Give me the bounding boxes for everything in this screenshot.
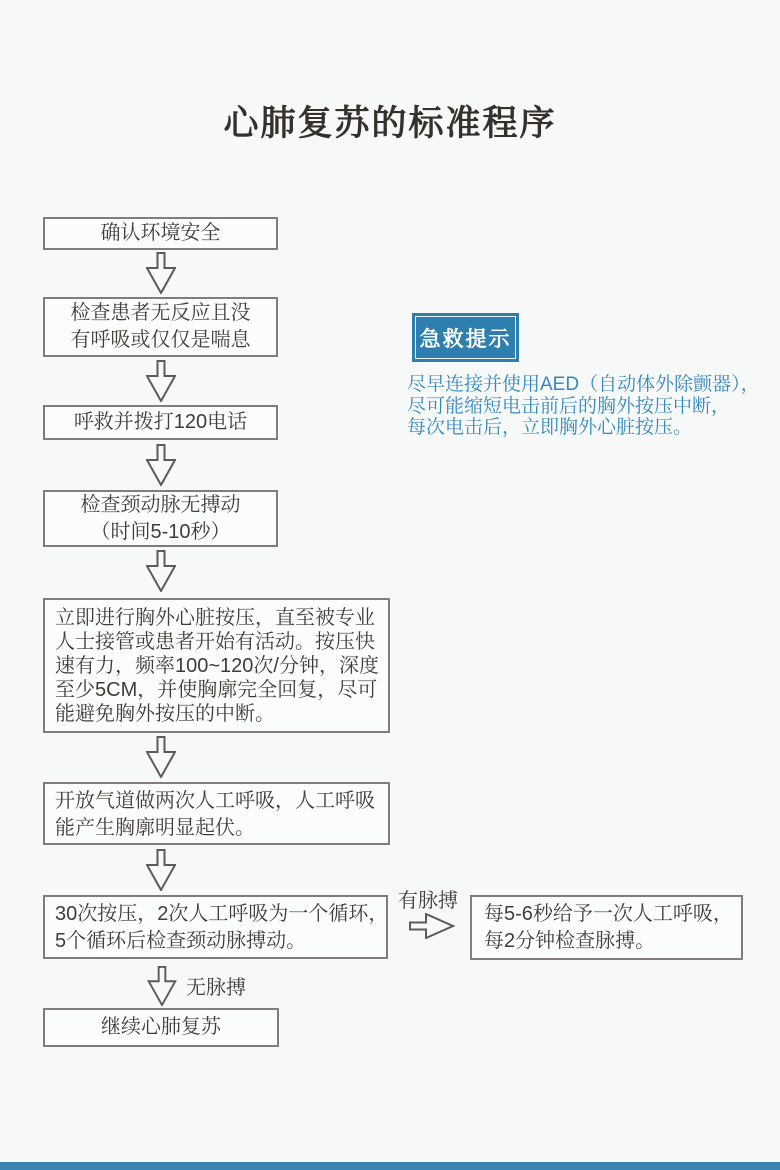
step-text: 立即进行胸外心脏按压，直至被专业 [55, 607, 375, 629]
step-text: 开放气道做两次人工呼吸，人工呼吸 [55, 790, 375, 812]
step-text: 呼救并拨打120电话 [73, 411, 248, 433]
page-title: 心肺复苏的标准程序 [223, 104, 557, 143]
tip-badge-label: 急救提示 [419, 327, 512, 351]
right-arrow-icon [409, 913, 455, 939]
flow-step-check-response [43, 297, 278, 357]
step-text: 每5-6秒给予一次人工呼吸， [484, 903, 733, 925]
branch-label-has-pulse: 有脉搏 [398, 890, 458, 912]
down-arrow-icon [146, 360, 176, 402]
step-text: 继续心肺复苏 [101, 1016, 221, 1038]
step-text: 至少5CM，并使胸廓完全回复，尽可 [55, 679, 378, 701]
flow-step-call-120 [43, 405, 278, 440]
step-text: 速有力，频率100~120次/分钟，深度 [55, 655, 379, 677]
tip-line: 尽可能缩短电击前后的胸外按压中断， [407, 395, 731, 417]
step-text: 能产生胸廓明显起伏。 [55, 817, 255, 839]
tip-paragraph [407, 374, 760, 439]
flow-step-cycle [43, 895, 388, 959]
step-text: 检查患者无反应且没 [70, 302, 251, 324]
step-text: 能避免胸外按压的中断。 [55, 703, 275, 725]
step-text: 人士接管或患者开始有活动。按压快 [55, 631, 375, 653]
pulse-outcome-box [470, 895, 743, 960]
tip-line: 尽早连接并使用AED（自动体外除颤器）， [407, 374, 760, 395]
down-arrow-icon [146, 444, 176, 486]
down-arrow-icon [146, 550, 176, 592]
flow-step-check-pulse [43, 490, 278, 547]
flow-step-confirm-safety [43, 217, 278, 250]
down-arrow-icon [146, 736, 176, 778]
down-arrow-icon [147, 966, 177, 1006]
step-text: 每2分钟检查脉搏。 [484, 930, 656, 952]
tip-badge [412, 313, 519, 362]
flow-step-rescue-breaths [43, 782, 390, 845]
flow-step-chest-compressions [43, 598, 390, 733]
bottom-accent-bar [0, 1162, 780, 1170]
step-text: （时间5-10秒） [90, 520, 231, 543]
step-text: 确认环境安全 [100, 222, 221, 244]
step-text: 5个循环后检查颈动脉搏动。 [55, 930, 307, 952]
down-arrow-icon [146, 849, 176, 891]
flow-step-continue-cpr [43, 1008, 279, 1047]
down-arrow-icon [146, 252, 176, 294]
branch-label-no-pulse: 无脉搏 [186, 977, 246, 999]
step-text: 有呼吸或仅仅是喘息 [70, 329, 251, 351]
tip-line: 每次电击后，立即胸外心脏按压。 [407, 417, 693, 438]
step-text: 30次按压，2次人工呼吸为一个循环， [55, 903, 389, 925]
step-text: 检查颈动脉无搏动 [80, 493, 241, 516]
